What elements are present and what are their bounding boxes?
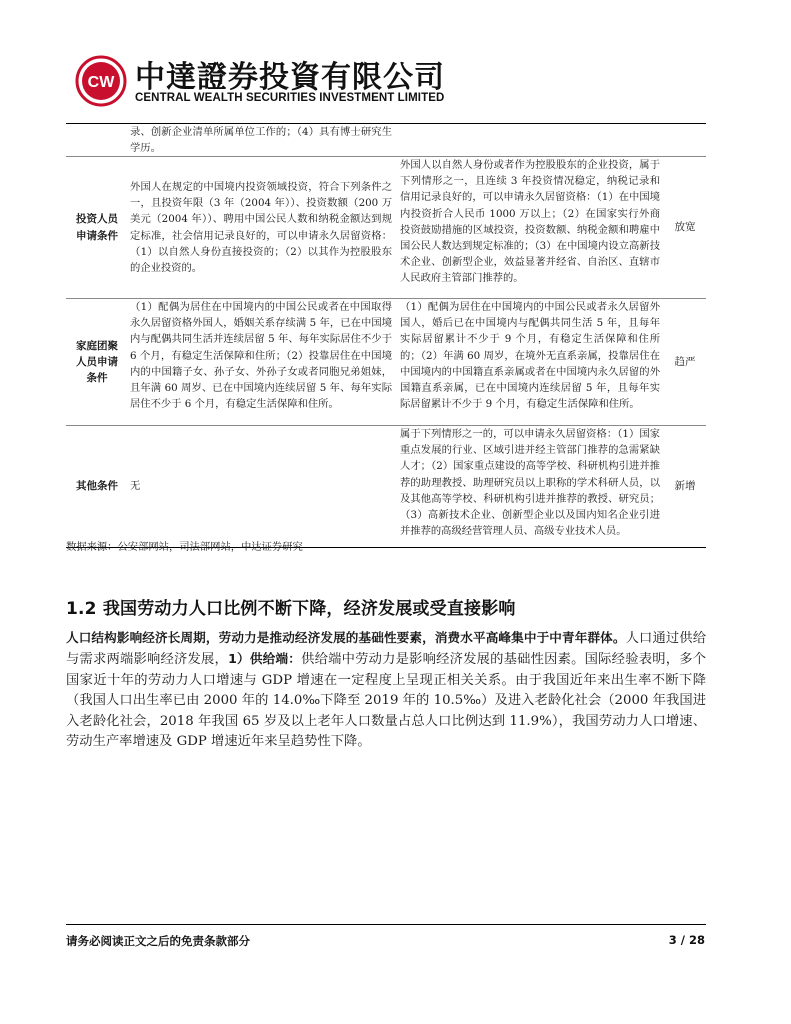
row-label: 投资人员申请条件: [76, 213, 118, 242]
company-logo: [75, 55, 127, 107]
section-heading: 1.2 我国劳动力人口比例不断下降，经济发展或受直接影响: [66, 599, 516, 619]
footer-divider: [66, 924, 706, 925]
row-label: 家庭团聚人员申请条件: [76, 339, 118, 385]
old-rule-cell: 外国人在规定的中国境内投资领域投资，符合下列条件之一，且投资年限（3 年（2004 年））、投资数额（200 万美元（2004 年））、聘用中国公民人数和纳税金额达到规定标准，社会信用记录良好的，可以申请永久居留资格：（1）以自然人身份直接投资的；（2）以其作为控股股东的企业投资的。: [130, 180, 392, 274]
logo-text: CW: [87, 74, 115, 91]
row-label: [66, 124, 128, 156]
data-source-note: 数据来源：公安部网站，司法部网站，中达证券研究: [66, 541, 303, 553]
policy-comparison-table: [66, 124, 706, 548]
table-row: [66, 426, 706, 548]
new-rule-cell: [396, 124, 664, 156]
old-rule-cell: 录、创新企业清单所属单位工作的；（4）具有博士研究生学历。: [130, 126, 392, 155]
new-rule-cell: （1）配偶为居住在中国境内的中国公民或者永久居留外国人，婚后已在中国境内与配偶共同生活 5 年，且每年实际居留累计不少于 9 个月，有稳定生活保障和住所的；（2）年满 60 周岁，在境外无直系亲属，投靠居住在中国境内的中国籍直系亲属或者在中国境内永久居留的外国籍直系亲属，已在中国境内连续居留 5 年，且每年实际居留累计不少于 9 个月，有稳定生活保障和住所。: [400, 301, 660, 411]
body-text: 供给端中劳动力是影响经济发展的基础性因素。国际经验表明，多个国家近十年的劳动力人口增速与 GDP 增速在一定程度上呈现正相关关系。由于我国近年来出生率不断下降（我国人口出生率已由 2000 年的 14.0‰下降至 2019 年的 10.5‰）及进入老龄化社会（2000 年我国进入老龄化社会，2018 年我国 65 岁及以上老年人口数量占总人口比例达到 11.9%），我国劳动力人口增速、劳动生产率增速及 GDP 增速近年来呈趋势性下降。: [66, 652, 707, 750]
table-row: [66, 299, 706, 426]
supply-side-label: 1）供给端：: [228, 651, 302, 667]
company-name-en: CENTRAL WEALTH SECURITIES INVESTMENT LIMITED: [135, 92, 445, 104]
table-row: [66, 157, 706, 299]
table-row: [66, 124, 706, 157]
change-cell: 趋严: [674, 355, 696, 368]
old-rule-cell: （1）配偶为居住在中国境内的中国公民或者在中国取得永久居留资格外国人，婚姻关系存续满 5 年，已在中国境内与配偶共同生活并连续居留 5 年、每年实际居住不少于 6 个月，有稳定生活保障和住所；（2）投靠居住在中国境内的中国籍子女、孙子女、外孙子女或者同胞兄弟姐妹，且年满 60 周岁、已在中国境内连续居留 5 年、每年实际居住不少于 6 个月，有稳定生活保障和住所。: [130, 301, 392, 411]
row-label: 其他条件: [76, 480, 118, 493]
page-number: 3 / 28: [668, 933, 705, 947]
old-rule-cell: 无: [130, 480, 141, 493]
body-paragraph: [66, 628, 706, 752]
lead-sentence: 人口结构影响经济长周期，劳动力是推动经济发展的基础性要素，消费水平高峰集中于中青年群体。: [66, 630, 626, 645]
change-cell: 新增: [674, 480, 696, 493]
new-rule-cell: 外国人以自然人身份或者作为控股股东的企业投资，属于下列情形之一，且连续 3 年投资情况稳定，纳税记录和信用记录良好的，可以申请永久居留资格：（1）在中国境内投资折合人民币 1000 万以上；（2）在国家实行外商投资鼓励措施的区域投资，投资数额、纳税金额和聘雇中国公民人数达到规定标准的；（3）在中国境内设立高新技术企业、创新型企业，效益显著并经省、自治区、直辖市人民政府主管部门推荐的。: [400, 159, 660, 285]
change-cell: [664, 124, 706, 156]
disclaimer-note: 请务必阅读正文之后的免责条款部分: [66, 934, 250, 948]
report-header: [75, 40, 715, 110]
body-text: 人口通过供给与需求两端影响经济发展，: [66, 631, 707, 668]
new-rule-cell: 属于下列情形之一的，可以申请永久居留资格：（1）国家重点发展的行业、区域引进并经主管部门推荐的急需紧缺人才；（2）国家重点建设的高等学校、科研机构引进并推荐的助理教授、助理研究员以上职称的学术科研人员，以及其他高等学校、科研机构引进并推荐的教授、研究员；（3）高新技术企业、创新型企业以及国内知名企业引进并推荐的高级经营管理人员、高级专业技术人员。: [400, 428, 660, 538]
change-cell: 放宽: [674, 221, 696, 234]
company-name-cn: 中達證券投資有限公司: [135, 60, 445, 95]
